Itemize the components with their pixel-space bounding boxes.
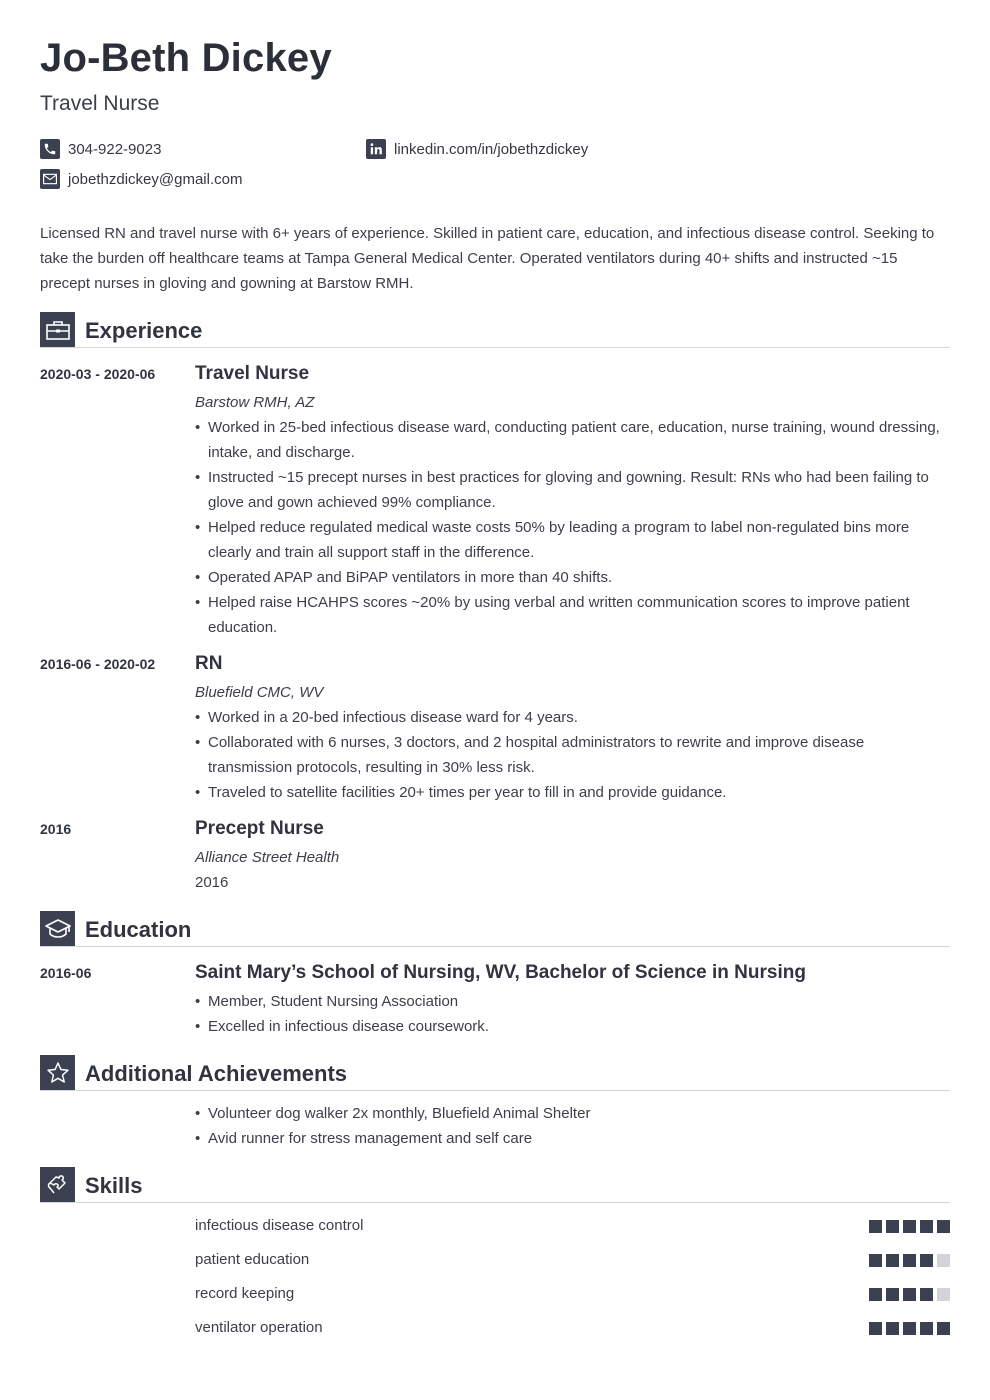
skill-level-filled — [920, 1254, 933, 1267]
skill-name: ventilator operation — [195, 1319, 323, 1336]
skill-row — [195, 1251, 950, 1271]
list-item: • Member, Student Nursing Association — [195, 989, 950, 1014]
briefcase-icon — [40, 312, 75, 347]
profile-summary: Licensed RN and travel nurse with 6+ years of experience. Skilled in patient care, education, and infectious disease control. Seeking to take the burden off healthcare teams at Tampa General Medical Center. Operated ventilators during 40+ shifts and instructed ~15 precept nurses in gloving and gowning at Barstow RMH. — [40, 225, 935, 292]
list-item: • Worked in 25-bed infectious disease ward, conducting patient care, education, nurse training, wound dressing, intake, and discharge. — [195, 415, 950, 465]
skill-level-filled — [869, 1322, 882, 1335]
phone-number: 304-922-9023 — [68, 140, 162, 158]
puzzle-icon — [40, 1167, 75, 1202]
list-item: • Volunteer dog walker 2x monthly, Bluefield Animal Shelter — [195, 1101, 950, 1126]
education-degree: Saint Mary’s School of Nursing, WV, Bachelor of Science in Nursing — [195, 962, 806, 983]
job-title: RN — [195, 653, 223, 674]
skills-section-header — [40, 1167, 950, 1203]
list-item: • Collaborated with 6 nurses, 3 doctors, and 2 hospital administrators to rewrite and improve disease transmission protocols, resulting in 30% less risk. — [195, 730, 950, 780]
skill-level — [865, 1288, 950, 1301]
contact-linkedin — [366, 139, 588, 159]
job-date: 2016 — [40, 821, 72, 837]
email-address[interactable]: jobethzdickey@gmail.com — [68, 170, 243, 188]
job-employer: Bluefield CMC, WV — [195, 684, 324, 701]
contact-phone — [40, 139, 161, 159]
skill-level — [865, 1322, 950, 1335]
job-note: 2016 — [195, 874, 229, 891]
list-item: • Operated APAP and BiPAP ventilators in more than 40 shifts. — [195, 565, 950, 590]
achievements-bullets — [195, 1101, 950, 1151]
skill-name: record keeping — [195, 1285, 295, 1302]
phone-icon — [40, 139, 60, 159]
skill-level-filled — [869, 1220, 882, 1233]
section-title-education: Education — [85, 917, 192, 942]
skill-level-filled — [886, 1288, 899, 1301]
skill-level-filled — [920, 1220, 933, 1233]
envelope-icon — [40, 169, 60, 189]
job-date: 2016-06 - 2020-02 — [40, 656, 156, 672]
skill-level-filled — [869, 1254, 882, 1267]
list-item: • Worked in a 20-bed infectious disease ward for 4 years. — [195, 705, 950, 730]
section-title-achievements: Additional Achievements — [85, 1061, 348, 1086]
skill-level-filled — [920, 1322, 933, 1335]
skill-row — [195, 1285, 950, 1305]
candidate-role: Travel Nurse — [40, 92, 160, 115]
education-date: 2016-06 — [40, 965, 92, 981]
skill-level-filled — [903, 1220, 916, 1233]
contact-email — [40, 169, 242, 189]
linkedin-url[interactable]: linkedin.com/in/jobethzdickey — [394, 140, 589, 158]
skill-name: infectious disease control — [195, 1217, 364, 1234]
skill-level-filled — [903, 1288, 916, 1301]
list-item: • Helped raise HCAHPS scores ~20% by using verbal and written communication scores to improve patient education. — [195, 590, 950, 640]
candidate-name: Jo-Beth Dickey — [40, 36, 332, 80]
list-item: • Traveled to satellite facilities 20+ times per year to fill in and provide guidance. — [195, 780, 950, 805]
job-bullets — [195, 705, 950, 805]
star-icon — [40, 1055, 75, 1090]
skill-row — [195, 1319, 950, 1339]
list-item: • Avid runner for stress management and self care — [195, 1126, 950, 1151]
skill-level-filled — [886, 1254, 899, 1267]
graduation-cap-icon — [40, 911, 75, 946]
skill-level-filled — [903, 1254, 916, 1267]
job-date: 2020-03 - 2020-06 — [40, 366, 156, 382]
skill-level-filled — [886, 1220, 899, 1233]
section-title-experience: Experience — [85, 318, 203, 343]
skill-name: patient education — [195, 1251, 310, 1268]
skill-level-filled — [886, 1322, 899, 1335]
skill-row — [195, 1217, 950, 1237]
skill-level-filled — [869, 1288, 882, 1301]
job-bullets — [195, 415, 950, 640]
skill-level-empty — [937, 1288, 950, 1301]
skill-level-filled — [937, 1322, 950, 1335]
skill-level — [865, 1254, 950, 1267]
education-bullets — [195, 989, 950, 1039]
job-title: Precept Nurse — [195, 818, 324, 839]
list-item: • Helped reduce regulated medical waste costs 50% by leading a program to label non-regulated bins more clearly and train all support staff in the difference. — [195, 515, 950, 565]
experience-section-header — [40, 312, 950, 348]
achievements-section-header — [40, 1055, 950, 1091]
skill-level-filled — [920, 1288, 933, 1301]
skill-level-filled — [903, 1322, 916, 1335]
list-item: • Instructed ~15 precept nurses in best practices for gloving and gowning. Result: RNs who had been failing to glove and gown achieved 99% compliance. — [195, 465, 950, 515]
education-section-header — [40, 911, 950, 947]
skill-level-empty — [937, 1254, 950, 1267]
list-item: • Excelled in infectious disease coursework. — [195, 1014, 950, 1039]
job-employer: Alliance Street Health — [195, 849, 340, 866]
skill-level — [865, 1220, 950, 1233]
skill-level-filled — [937, 1220, 950, 1233]
section-title-skills: Skills — [85, 1173, 143, 1198]
linkedin-icon — [366, 139, 386, 159]
job-employer: Barstow RMH, AZ — [195, 394, 315, 411]
job-title: Travel Nurse — [195, 363, 310, 384]
